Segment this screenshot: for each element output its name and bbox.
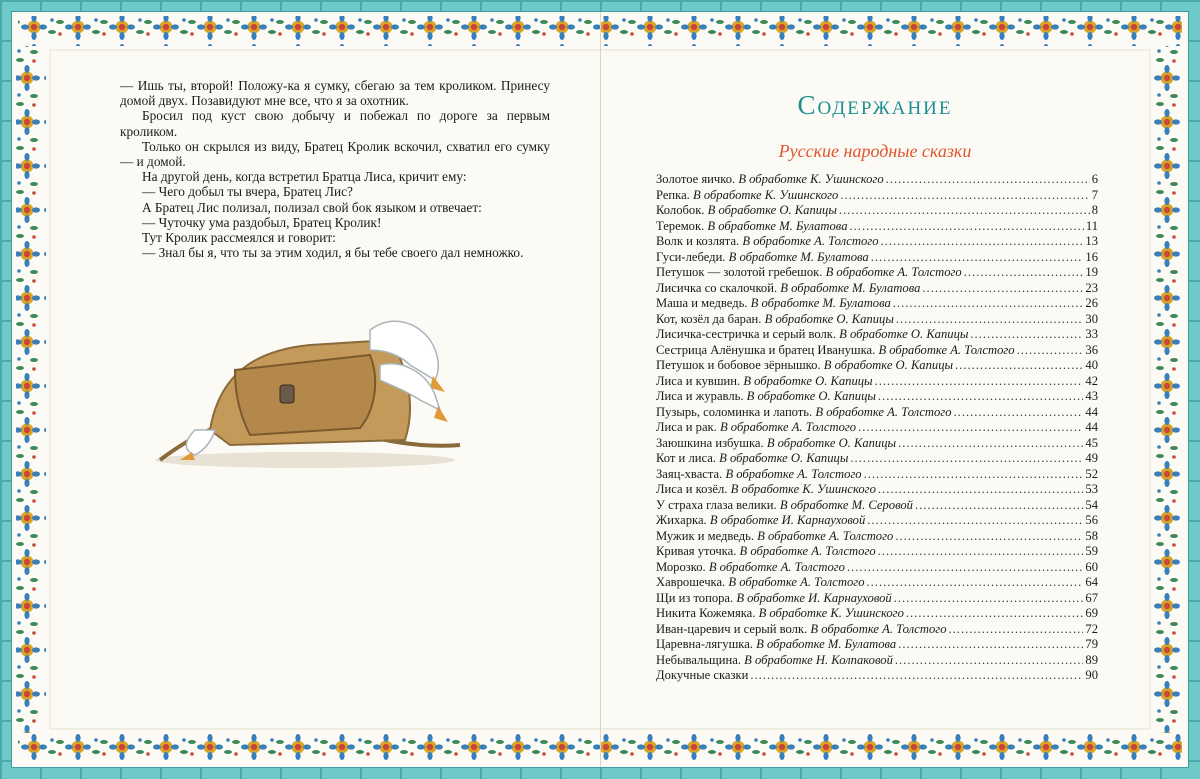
toc-entry	[656, 172, 1098, 188]
table-of-contents	[656, 172, 1098, 684]
toc-entry-title	[656, 374, 873, 389]
toc-entry	[656, 513, 1098, 529]
toc-entry	[656, 591, 1098, 607]
toc-entry	[656, 250, 1098, 266]
toc-entry-title	[656, 498, 913, 513]
toc-entry-name: Лиса и козёл.	[656, 482, 728, 496]
toc-entry-name: Морозко.	[656, 559, 706, 574]
toc-leader-dots	[955, 358, 1083, 373]
toc-entry	[656, 389, 1098, 405]
toc-entry-title	[656, 234, 879, 249]
toc-entry	[656, 560, 1098, 576]
toc-entry-page: 54	[1085, 497, 1098, 512]
toc-entry-name: Небывальщина.	[656, 652, 741, 667]
toc-entry-page: 11	[1085, 218, 1098, 233]
toc-entry-name: Сестрица Алёнушка и братец Иванушка.	[656, 342, 876, 357]
toc-entry-author: В обработке К. Ушинского	[730, 482, 876, 496]
toc-entry	[656, 529, 1098, 545]
toc-leader-dots	[847, 560, 1083, 575]
toc-leader-dots	[949, 622, 1084, 637]
toc-entry-name: Заюшкина избушка.	[656, 435, 764, 450]
toc-entry-author: В обработке О. Капицы	[766, 435, 897, 450]
toc-entry-title	[656, 420, 856, 435]
toc-entry-title	[656, 389, 876, 404]
story-paragraph: А Братец Лис полизал, полизал свой бок языком и отвечает:	[142, 199, 482, 215]
toc-entry	[656, 451, 1098, 467]
toc-entry-author: В обработке И. Карнауховой	[736, 590, 892, 605]
toc-entry-page: 6	[1091, 172, 1098, 186]
toc-entry-page: 90	[1085, 668, 1098, 682]
toc-entry-page: 23	[1085, 280, 1098, 295]
toc-entry-author: В обработке О. Капицы	[746, 389, 876, 403]
toc-entry-name: Гуси-лебеди.	[656, 249, 726, 264]
toc-entry-title	[656, 451, 848, 466]
toc-entry-title	[656, 281, 920, 296]
toc-entry-author: В обработке О. Капицы	[743, 373, 873, 388]
toc-entry-author: В обработке М. Булатова	[756, 637, 897, 651]
toc-leader-dots	[750, 668, 1083, 683]
toc-entry-author: В обработке А. Толстого	[725, 466, 862, 481]
toc-entry	[656, 653, 1098, 669]
toc-entry-page: 67	[1085, 590, 1098, 605]
toc-leader-dots	[964, 265, 1084, 280]
toc-entry-title	[656, 203, 837, 218]
toc-entry-title	[656, 653, 893, 668]
story-paragraph: Бросил под куст свою добычу и побежал по дороге за первым кроликом.	[120, 108, 550, 139]
toc-entry-title	[656, 513, 865, 528]
toc-entry-page: 53	[1085, 482, 1098, 496]
toc-entry-title	[656, 250, 869, 265]
toc-entry-title	[656, 529, 893, 544]
toc-entry-author: В обработке А. Толстого	[810, 621, 947, 636]
toc-entry-page: 42	[1085, 373, 1098, 388]
toc-entry-page: 64	[1085, 575, 1098, 589]
toc-entry-page: 44	[1085, 420, 1098, 434]
toc-entry-name: Никита Кожемяка.	[656, 606, 756, 620]
toc-leader-dots	[898, 436, 1083, 451]
toc-leader-dots	[886, 172, 1090, 187]
toc-entry-title	[656, 575, 865, 590]
toc-entry-author: В обработке М. Булатова	[780, 280, 921, 295]
toc-entry-page: 43	[1085, 389, 1098, 403]
toc-leader-dots	[878, 389, 1084, 404]
toc-entry-name: Репка.	[656, 187, 690, 202]
satchel-with-geese-illustration	[140, 310, 470, 470]
toc-entry-page: 16	[1085, 249, 1098, 264]
toc-entry-name: У страха глаза велики.	[656, 497, 777, 512]
toc-leader-dots	[875, 374, 1084, 389]
toc-entry-name: Теремок.	[656, 218, 705, 233]
toc-entry-title	[656, 188, 838, 203]
toc-entry-title	[656, 622, 947, 637]
toc-entry-name: Волк и козлята.	[656, 234, 740, 248]
toc-leader-dots	[867, 575, 1084, 590]
toc-entry	[656, 575, 1098, 591]
toc-entry	[656, 622, 1098, 638]
toc-entry-author: В обработке О. Капицы	[823, 358, 954, 372]
toc-leader-dots	[893, 296, 1084, 311]
toc-entry-name: Иван-царевич и серый волк.	[656, 621, 808, 636]
toc-heading: Содержание	[797, 90, 953, 120]
toc-entry-page: 72	[1085, 621, 1098, 636]
toc-entry-page: 79	[1085, 637, 1098, 651]
toc-entry	[656, 343, 1098, 359]
toc-entry	[656, 420, 1098, 436]
toc-leader-dots	[850, 451, 1083, 466]
toc-entry-title	[656, 467, 862, 482]
toc-entry-page: 45	[1085, 435, 1098, 450]
toc-leader-dots	[878, 544, 1084, 559]
toc-entry-title	[656, 560, 845, 575]
toc-leader-dots	[878, 482, 1084, 497]
toc-entry	[656, 544, 1098, 560]
toc-entry-page: 26	[1085, 296, 1098, 310]
toc-entry	[656, 312, 1098, 328]
toc-entry-name: Лисичка со скалочкой.	[656, 280, 778, 295]
toc-entry-title	[656, 436, 896, 451]
toc-entry-title	[656, 327, 968, 342]
toc-entry-author: В обработке К. Ушинского	[758, 606, 904, 620]
toc-entry	[656, 219, 1098, 235]
story-paragraph: Только он скрылся из виду, Братец Кролик вскочил, схватил его сумку — и домой.	[120, 138, 550, 170]
toc-entry-name: Докучные сказки	[656, 668, 749, 682]
toc-entry	[656, 482, 1098, 498]
toc-entry	[656, 327, 1098, 343]
story-text	[120, 78, 550, 260]
toc-entry-title	[656, 637, 896, 652]
toc-entry-page: 49	[1085, 451, 1098, 465]
toc-entry-page: 58	[1085, 528, 1098, 543]
toc-entry-title	[656, 296, 891, 311]
toc-leader-dots	[906, 606, 1084, 621]
toc-entry-page: 30	[1085, 311, 1098, 326]
toc-entry-title	[656, 343, 1015, 358]
toc-leader-dots	[895, 653, 1084, 668]
toc-entry-name: Щи из топора.	[656, 590, 734, 605]
toc-entry-name: Маша и медведь.	[656, 296, 748, 310]
toc-entry-name: Лиса и кувшин.	[656, 373, 741, 388]
toc-entry-page: 56	[1085, 513, 1098, 527]
toc-entry-author: В обработке К. Ушинского	[738, 172, 884, 186]
toc-entry-author: В обработке О. Капицы	[719, 451, 849, 465]
story-paragraph: — Знал бы я, что ты за этим ходил, я бы тебе своего дал немножко.	[142, 245, 524, 261]
toc-leader-dots	[839, 203, 1090, 218]
toc-entry-author: В обработке А. Толстого	[708, 559, 845, 574]
toc-entry-title	[656, 358, 953, 373]
toc-entry-name: Кот, козёл да баран.	[656, 311, 762, 326]
toc-leader-dots	[850, 219, 1084, 234]
toc-entry-page: 19	[1085, 265, 1098, 279]
toc-entry-name: Колобок.	[656, 203, 705, 217]
toc-entry	[656, 637, 1098, 653]
toc-entry-author: В обработке А. Толстого	[815, 404, 952, 419]
toc-entry-author: В обработке М. Булатова	[728, 249, 869, 264]
toc-entry-name: Царевна-лягушка.	[656, 637, 753, 651]
toc-section-heading: Русские народные сказки	[778, 141, 972, 161]
toc-leader-dots	[898, 637, 1083, 652]
toc-entry-author: В обработке А. Толстого	[825, 265, 962, 279]
toc-leader-dots	[867, 513, 1083, 528]
toc-entry-page: 69	[1085, 606, 1098, 620]
toc-entry	[656, 668, 1098, 684]
toc-entry-page: 59	[1085, 544, 1098, 558]
toc-entry	[656, 436, 1098, 452]
toc-entry-page: 33	[1085, 327, 1098, 341]
toc-entry-author: В обработке А. Толстого	[757, 528, 894, 543]
toc-entry-title	[656, 482, 876, 497]
toc-entry-author: В обработке Н. Колпаковой	[744, 652, 893, 667]
toc-entry-name: Лиса и рак.	[656, 420, 717, 434]
toc-entry-name: Заяц-хваста.	[656, 466, 723, 481]
toc-entry-author: В обработке И. Карнауховой	[709, 513, 866, 527]
toc-entry	[656, 281, 1098, 297]
toc-leader-dots	[858, 420, 1083, 435]
toc-entry-author: В обработке О. Капицы	[839, 327, 969, 341]
story-paragraph: На другой день, когда встретил Братца Лиса, кричит ему:	[142, 169, 467, 185]
toc-leader-dots	[896, 312, 1084, 327]
toc-entry-page: 52	[1085, 466, 1098, 481]
toc-entry-author: В обработке А. Толстого	[719, 420, 857, 434]
toc-leader-dots	[864, 467, 1084, 482]
toc-entry-title	[656, 219, 848, 234]
toc-entry-page: 13	[1085, 234, 1098, 248]
toc-entry-name: Золотое яичко.	[656, 172, 736, 186]
toc-entry-page: 7	[1091, 187, 1098, 202]
toc-entry-name: Петушок и бобовое зёрнышко.	[656, 358, 821, 372]
toc-entry-name: Пузырь, соломинка и лапоть.	[656, 404, 813, 419]
toc-entry	[656, 498, 1098, 514]
toc-entry-name: Кот и лиса.	[656, 451, 716, 465]
toc-entry	[656, 374, 1098, 390]
toc-entry	[656, 606, 1098, 622]
toc-entry-author: В обработке М. Булатова	[707, 218, 848, 233]
toc-entry-author: В обработке О. Капицы	[707, 203, 837, 217]
toc-leader-dots	[922, 281, 1083, 296]
toc-entry-name: Кривая уточка.	[656, 544, 737, 558]
toc-entry-title	[656, 405, 952, 420]
story-paragraph: — Чего добыл ты вчера, Братец Лис?	[142, 184, 353, 200]
toc-entry-name: Жихарка.	[656, 513, 707, 527]
toc-entry	[656, 296, 1098, 312]
toc-entry-title	[656, 606, 904, 621]
toc-entry	[656, 358, 1098, 374]
toc-entry-title	[656, 265, 962, 280]
story-paragraph: — Чуточку ума раздобыл, Братец Кролик!	[142, 214, 382, 230]
toc-leader-dots	[915, 498, 1083, 513]
story-paragraph: — Ишь ты, второй! Положу-ка я сумку, сбегаю за тем кроликом. Принесу домой двух. Позавидуют мне все, что я за охотник.	[120, 78, 550, 109]
toc-entry-name: Хаврошечка.	[656, 575, 726, 589]
toc-entry-title	[656, 668, 748, 683]
book-spine	[600, 12, 601, 767]
toc-entry-page: 40	[1085, 358, 1098, 372]
toc-entry-page: 8	[1091, 203, 1098, 217]
toc-leader-dots	[840, 188, 1089, 203]
toc-entry-author: В обработке А. Толстого	[878, 342, 1015, 357]
toc-entry-author: В обработке М. Булатова	[750, 296, 891, 310]
toc-entry-author: В обработке О. Капицы	[764, 311, 894, 326]
toc-entry-author: В обработке М. Серовой	[779, 497, 913, 512]
toc-entry-author: В обработке К. Ушинского	[693, 187, 839, 202]
toc-entry-title	[656, 172, 884, 187]
toc-entry-name: Мужик и медведь.	[656, 528, 755, 543]
toc-leader-dots	[1017, 343, 1084, 358]
toc-entry-name: Лиса и журавль.	[656, 389, 744, 403]
toc-leader-dots	[894, 591, 1084, 606]
toc-entry-title	[656, 544, 876, 559]
toc-entry-title	[656, 312, 894, 327]
toc-leader-dots	[881, 234, 1084, 249]
toc-entry-name: Лисичка-сестричка и серый волк.	[656, 327, 836, 341]
toc-entry-author: В обработке А. Толстого	[728, 575, 865, 589]
toc-entry-page: 44	[1085, 404, 1098, 419]
toc-entry	[656, 234, 1098, 250]
toc-entry-author: В обработке А. Толстого	[739, 544, 876, 558]
toc-leader-dots	[970, 327, 1083, 342]
toc-leader-dots	[871, 250, 1084, 265]
toc-entry-author: В обработке А. Толстого	[742, 234, 879, 248]
toc-entry-page: 60	[1085, 559, 1098, 574]
toc-entry	[656, 188, 1098, 204]
toc-leader-dots	[895, 529, 1083, 544]
story-paragraph: Тут Кролик рассмеялся и говорит:	[142, 230, 336, 246]
toc-entry-title	[656, 591, 892, 606]
toc-entry-page: 36	[1085, 342, 1098, 357]
toc-entry	[656, 467, 1098, 483]
toc-leader-dots	[954, 405, 1084, 420]
toc-entry	[656, 405, 1098, 421]
toc-entry-name: Петушок — золотой гребешок.	[656, 265, 823, 279]
toc-entry	[656, 265, 1098, 281]
toc-entry-page: 89	[1085, 652, 1098, 667]
toc-entry	[656, 203, 1098, 219]
